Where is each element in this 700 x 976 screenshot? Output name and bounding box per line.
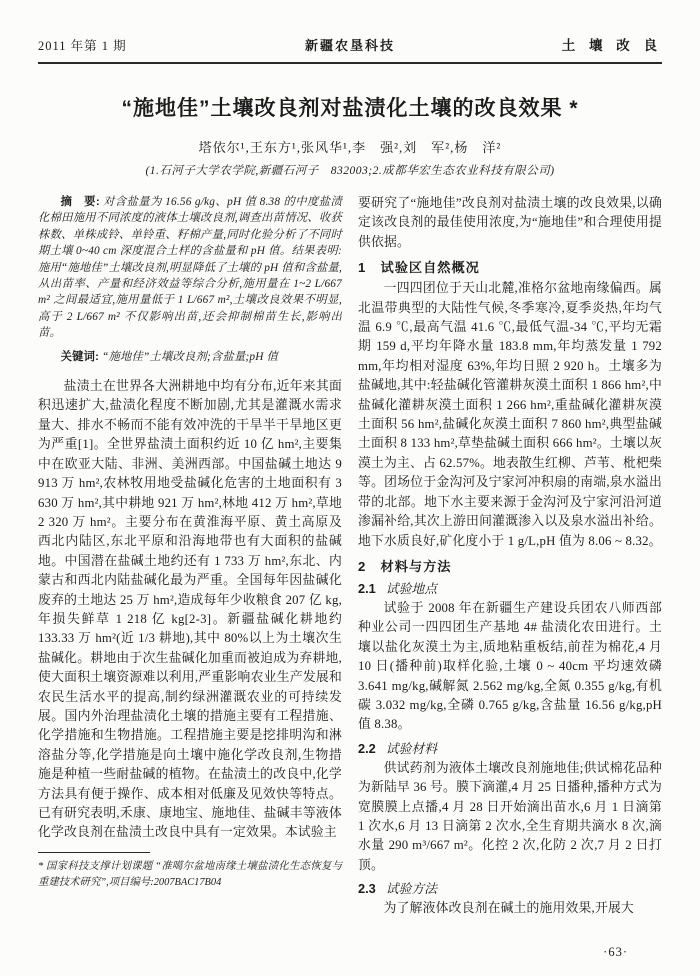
funding-footnote: * 国家科技支撑计划课题 “准噶尔盆地南缘土壤盐渍化生态恢复与重建技术研究”,项目编号:2007BAC17B04	[38, 860, 342, 888]
page-number: ·63·	[603, 945, 628, 959]
abstract-paragraph	[38, 194, 342, 342]
section-2-3-number: 2.3	[358, 881, 376, 897]
section-2-2-paragraph: 供试药剂为液体土壤改良剂施地佳;供试棉花品种为新陆早 36 号。膜下滴灌,4 月 25 日播种,播种方式为宽膜膜上点播,4 月 28 日开始滴出苗水,6 月 1 日滴第 1 次水,6 月 13 日滴第 2 次水,全生育期共滴水 8 次,滴水量 290 m³/667 m²。化控 2 次,化防 2 次,7 月 2 日打顶。	[358, 760, 662, 872]
column-category: 土 壤 改 良	[561, 38, 662, 53]
section-2-1-number: 2.1	[358, 580, 376, 596]
abstract-label: 摘 要:	[60, 196, 100, 208]
continuation-paragraph: 要研究了“施地佳”改良剂对盐渍土壤的改良效果,以确定该改良剂的最佳使用浓度,为“施地佳”和合理使用提供依据。	[358, 196, 662, 249]
keywords-paragraph	[38, 349, 342, 365]
section-2-2-label: 试验材料	[385, 741, 437, 756]
issue-info: 2011 年第 1 期	[38, 39, 127, 53]
article-title: “施地佳”土壤改良剂对盐渍化土壤的改良效果 *	[121, 97, 579, 120]
section-1-heading: 1 试验区自然概况	[358, 260, 480, 276]
right-column	[358, 194, 662, 919]
section-1-paragraph: 一四四团位于天山北麓,准格尔盆地南缘偏西。属北温带典型的大陆性气候,冬季寒冷,夏季炎热,年均气温 6.9 ℃,最高气温 41.6 ℃,最低气温-34 ℃,平均无霜期 159 d,平均年降水量 183.8 mm,年均蒸发量 1 792 mm,年均相对湿度 63%,年均日照 2 920 h。土壤多为盐碱地,其中:轻盐碱化管灌耕灰漠土面积 1 866 hm²,中盐碱化灌耕灰漠土面积 1 266 hm²,重盐碱化灌耕灰漠土面积 56 hm²,盐碱化灰漠土面积 7 860 hm²,典型盐碱土面积 8 133 hm²,草垫盐碱土面积 666 hm²。土壤以灰漠土为主、占 62.57%。地表散生红柳、芦苇、枇杷柴等。团场位于金沟河及宁家河冲积扇的南端,泉水溢出带的北部。地下水主要来源于金沟河及宁家河沿河道渗漏补给,其次上游田间灌溉渗入以及泉水溢出补给。地下水质良好,矿化度小于 1 g/L,pH 值为 8.06 ~ 8.32。	[358, 281, 662, 548]
section-2-3-label: 试验方法	[385, 882, 437, 897]
running-header	[38, 34, 662, 54]
authors-line: 塔依尔¹,王东方¹,张风华¹,李 强²,刘 军²,杨 洋²	[198, 140, 502, 155]
abstract-text: 对含盐量为 16.56 g/kg、pH 值 8.38 的中度盐渍化棉田施用不同浓度的液体土壤改良剂,调查出苗情况、收获株数、单株成铃、单铃重、籽棉产量,同时化验分析了不同时期土壤 0~40 cm 深度混合土样的含盐量和 pH 值。结果表明:施用“施地佳”土壤改良剂,明显降低了土壤的 pH 值和含盐量,从出苗率、产量和经济效益等综合分析,施用量在 1~2 L/667 m² 之间最适宜,施用量低于 1 L/667 m²,土壤改良效果不明显,高于 2 L/667 m² 不仅影响出苗,还会抑制棉苗生长,影响出苗。	[38, 196, 343, 340]
section-2-1-paragraph: 试验于 2008 年在新疆生产建设兵团农八师西部种业公司一四四团生产基地 4# 盐渍化农田进行。土壤以盐化灰漠土为主,质地粘重板结,前茬为棉花,4 月 10 日(播种前)取样化验,土壤 0 ~ 40cm 平均速效磷 3.641 mg/kg,碱解氮 2.562 mg/kg,全氮 0.355 g/kg,有机碳 3.032 mg/kg,全磷 0.765 g/kg,含盐量 16.56 g/kg,pH 值 8.38。	[358, 600, 662, 732]
footnote-divider	[38, 852, 150, 853]
section-2-2-number: 2.2	[358, 740, 376, 756]
keywords-label: 关键词:	[60, 350, 100, 363]
keywords-text: “施地佳”土壤改良剂;含盐量;pH 值	[102, 350, 279, 363]
section-2-1-label: 试验地点	[385, 581, 437, 596]
journal-title: 新疆农垦科技	[304, 38, 395, 53]
introduction-paragraph: 盐渍土在世界各大洲耕地中均有分布,近年来其面积迅速扩大,盐渍化程度不断加剧,尤其是灌溉水需求量大、排水不畅而不能有效冲洗的干旱半干旱地区更为严重[1]。全世界盐渍土面积约近 10 亿 hm²,主要集中在欧亚大陆、非洲、美洲西部。中国盐碱土地达 9 913 万 hm²,农林牧用地受盐碱化危害的土地面积有 3 630 万 hm²,其中耕地 921 万 hm²,林地 412 万 hm²,草地 2 320 万 hm²。主要分布在黄淮海平原、黄土高原及西北内陆区,东北平原和沿海地带也有大面积的盐碱地。中国潜在盐碱土地约还有 1 733 万 hm²,东北、内蒙古和西北内陆盐碱化最为严重。全国每年因盐碱化废弃的土地达 25 万 hm²,造成每年少收粮食 207 亿 kg,年损失鲜草 1 218 亿 kg[2-3]。新疆盐碱化耕地约 133.33 万 hm²(近 1/3 耕地),其中 80%以上为土壤次生盐碱化。耕地由于次生盐碱化加重而被迫成为弃耕地,使大面积土壤资源难以利用,严重影响农业生产发展和农民生活水平的提高,制约绿洲灌溉农业的可持续发展。国内外治理盐渍化土壤的措施主要有工程措施、化学措施和生物措施。工程措施主要是挖排明沟和淋溶盐分等,化学措施是向土壤中施化学改良剂,生物措施是种植一些耐盐碱的植物。在盐渍土的改良中,化学方法具有便于操作、成本相对低廉及见效快等特点。已有研究表明,禾康、康地宝、施地佳、盐碱丰等液体化学改良剂在盐渍土改良中具有一定效果。本试验主	[38, 379, 342, 840]
section-2-3-paragraph: 为了解液体改良剂在碱土的施用效果,开展大	[383, 901, 634, 916]
left-column	[38, 194, 342, 919]
header-divider	[38, 62, 662, 64]
section-2-2-heading	[358, 738, 662, 757]
section-2-3-heading	[358, 878, 662, 897]
section-2-1-heading	[358, 578, 662, 597]
two-column-body	[38, 194, 662, 919]
affiliation-line: (1.石河子大学农学院,新疆石河子 832003;2.成都华宏生态农业科技有限公司)	[145, 165, 555, 177]
section-2-heading: 2 材料与方法	[358, 558, 452, 574]
